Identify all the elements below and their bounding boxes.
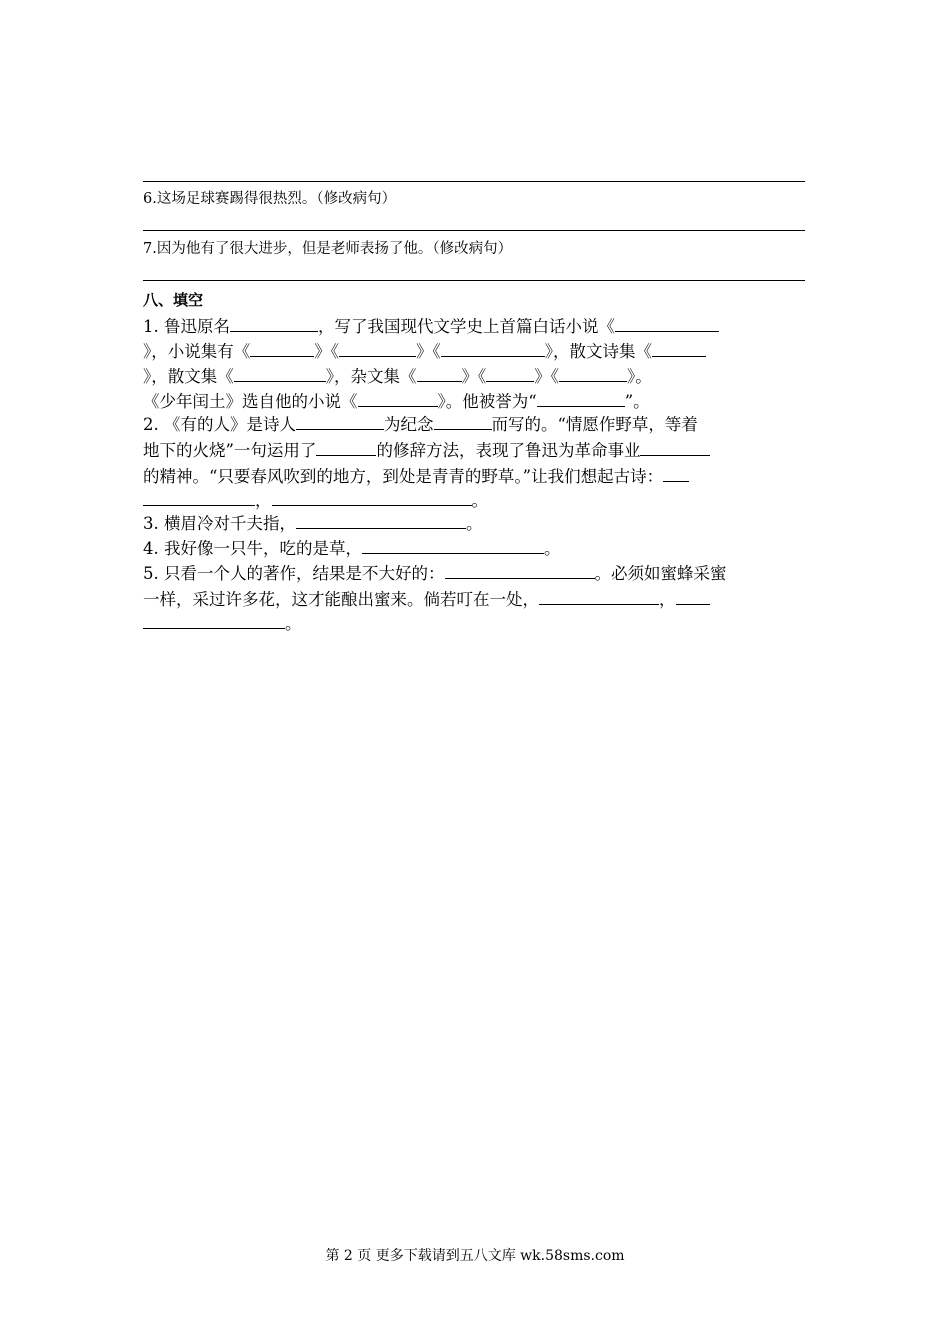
text-run: 。必须如蜜蜂采蜜 (594, 564, 727, 583)
text-run: 4. 我好像一只牛，吃的是草， (143, 539, 362, 558)
blank (445, 563, 595, 579)
text-run: 》《 (416, 342, 441, 361)
blank (296, 513, 466, 529)
text-run: 一样，采过许多花，这才能酿出蜜来。倘若叮在一处， (143, 590, 539, 609)
blank (230, 316, 318, 332)
answer-line (143, 230, 805, 231)
fill-line-12 (143, 589, 808, 611)
text-run: 为纪念 (384, 415, 434, 434)
blank (316, 440, 376, 456)
blank (537, 391, 625, 407)
text-run: 。 (285, 614, 302, 633)
blank (663, 466, 689, 482)
fill-line-1 (143, 316, 808, 338)
blank (296, 414, 384, 430)
blank (143, 613, 285, 629)
blank (272, 490, 472, 506)
question-7: 7.因为他有了很大进步，但是老师表扬了他。（修改病句） (143, 241, 513, 257)
blank (434, 414, 492, 430)
text-run: 》《 (314, 342, 339, 361)
blank (615, 316, 719, 332)
text-run: 《少年闰土》选自他的小说《 (143, 392, 358, 411)
blank (362, 538, 544, 554)
fill-line-7 (143, 466, 808, 488)
blank (441, 341, 545, 357)
blank (339, 341, 416, 357)
blank (358, 391, 438, 407)
text-run: 5. 只看一个人的著作，结果是不大好的： (143, 564, 445, 583)
blank (559, 366, 627, 382)
fill-line-3 (143, 366, 808, 388)
blank (652, 341, 706, 357)
fill-line-4 (143, 391, 808, 413)
fill-line-5 (143, 414, 808, 436)
question-6: 6.这场足球赛踢得很热烈。（修改病句） (143, 191, 397, 207)
text-run: 。 (466, 514, 483, 533)
blank (486, 366, 534, 382)
page-footer: 第 2 页 更多下载请到五八文库 wk.58sms.com (325, 1248, 625, 1264)
section-title: 八、填空 (143, 291, 204, 309)
text-run: 》，小说集有《 (143, 342, 251, 361)
blank (143, 490, 255, 506)
fill-line-9 (143, 513, 808, 535)
text-run: 。 (471, 491, 488, 510)
text-run: 》《 (534, 367, 559, 386)
fill-line-6 (143, 440, 808, 462)
text-run: 的精神。“只要春风吹到的地方，到处是青青的野草。”让我们想起古诗： (143, 467, 664, 486)
fill-line-10 (143, 538, 808, 560)
text-run: ， (659, 590, 676, 609)
text-run: 。 (544, 539, 561, 558)
text-run: 3. 横眉冷对千夫指， (143, 514, 296, 533)
text-run: 地下的火烧”一句运用了 (143, 441, 317, 460)
text-run: 》，杂文集《 (325, 367, 417, 386)
fill-line-13 (143, 613, 808, 635)
text-run: ”。 (624, 392, 650, 411)
text-run: 2. 《有的人》是诗人 (143, 415, 296, 434)
blank (676, 589, 710, 605)
blank (234, 366, 326, 382)
text-run: 1. 鲁迅原名 (143, 317, 230, 336)
text-run: ， (255, 491, 272, 510)
text-run: 》。他被誉为“ (437, 392, 537, 411)
fill-line-2 (143, 341, 808, 363)
fill-line-11 (143, 563, 808, 585)
blank (417, 366, 462, 382)
text-run: 》《 (461, 367, 487, 386)
text-run: 》。 (627, 367, 652, 386)
text-run: ，写了我国现代文学史上首篇白话小说《 (318, 317, 615, 336)
fill-line-8 (143, 490, 808, 512)
blank (640, 440, 710, 456)
text-run: 》，散文诗集《 (544, 342, 652, 361)
text-run: 》，散文集《 (143, 367, 234, 386)
answer-line (143, 280, 805, 281)
blank (250, 341, 314, 357)
blank (539, 589, 659, 605)
text-run: 的修辞方法，表现了鲁迅为革命事业 (376, 441, 641, 460)
text-run: 而写的。“情愿作野草，等着 (491, 415, 698, 434)
answer-line (143, 181, 805, 182)
